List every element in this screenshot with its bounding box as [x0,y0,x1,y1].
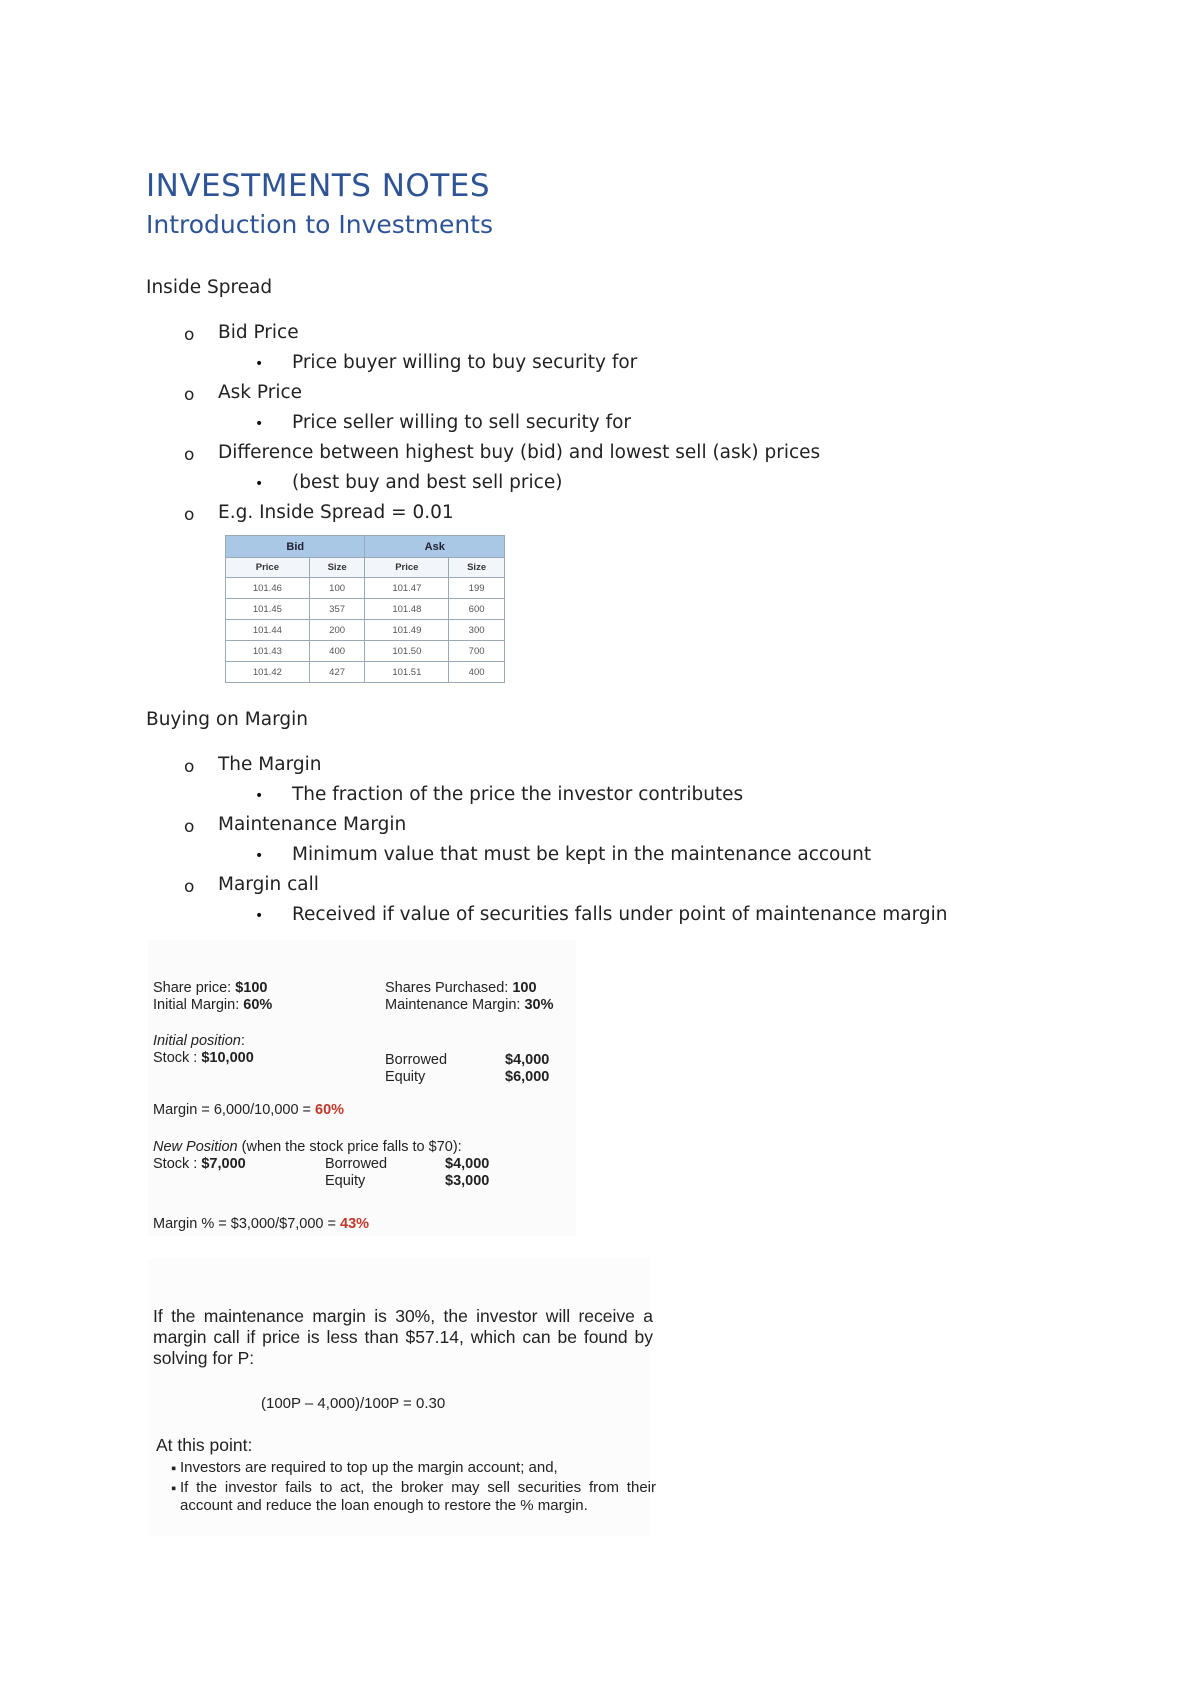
initial-margin-label: Initial Margin: [153,997,244,1013]
equity-label: Equity [385,1069,426,1085]
new-position-note: (when the stock price falls to $70): [237,1139,462,1155]
table-cell: 101.49 [365,620,449,641]
at-this-point-label: At this point: [156,1435,253,1455]
bullet-marker: • [255,908,264,924]
table-cell: 400 [449,662,505,683]
table-cell: 300 [449,620,505,641]
initial-position-colon: : [240,1033,245,1049]
table-row [226,662,505,683]
list-item: Ask Price [218,382,303,403]
bullet-marker: • [255,788,264,804]
table-cell: 101.44 [226,620,310,641]
stock-value: $10,000 [201,1050,254,1066]
list-item: Margin call [218,874,319,895]
list-subitem: Price seller willing to sell security for [292,412,632,433]
share-price-label: Share price: [153,980,236,996]
new-stock-label: Stock : [153,1156,202,1172]
list-marker: o [184,757,195,777]
bid-header: Bid [226,536,365,558]
stock-label: Stock : [153,1050,202,1066]
new-position-line [153,1139,462,1155]
share-price-value: $100 [235,980,268,996]
margin-pct-result: 43% [340,1216,370,1232]
new-stock-value: $7,000 [201,1156,246,1172]
example-3-2-box [148,1258,656,1536]
table-cell: 101.42 [226,662,310,683]
table-cell: 101.48 [365,599,449,620]
bullet-marker: • [255,476,264,492]
bullet-marker: ▪ [171,1481,177,1497]
share-price-line [153,980,267,996]
table-cell: 101.47 [365,578,449,599]
list-subitem: Received if value of securities falls under point of maintenance margin [292,904,948,925]
col-header-price: Price [226,558,310,578]
borrowed-label: Borrowed [385,1052,448,1068]
initial-position-text: Initial position [153,1033,241,1049]
section-heading-buying-on-margin: Buying on Margin [146,709,308,730]
table-cell: 200 [309,620,365,641]
list-marker: o [184,877,195,897]
example-3-2-paragraph: If the maintenance margin is 30%, the investor will receive a margin call if price is less than $57.14, which can be found by solving for P: [153,1306,653,1368]
initial-position-label [153,1033,245,1049]
list-marker: o [184,817,195,837]
col-header-size: Size [309,558,365,578]
table-cell: 100 [309,578,365,599]
list-subitem: (best buy and best sell price) [292,472,563,493]
table-cell: 357 [309,599,365,620]
table-cell: 400 [309,641,365,662]
equity-value: $6,000 [505,1069,550,1085]
order-book-table [225,535,505,683]
margin-calc-result: 60% [315,1102,345,1118]
initial-margin-value: 60% [243,997,273,1013]
margin-equation: (100P – 4,000)/100P = 0.30 [261,1395,446,1412]
list-item: The Margin [218,754,322,775]
margin-calculation [153,1102,344,1118]
new-position-text: New Position [153,1139,238,1155]
shares-purchased-line [385,980,537,996]
list-marker: o [184,505,195,525]
new-equity-value: $3,000 [445,1173,490,1189]
list-subitem: Price buyer willing to buy security for [292,352,638,373]
new-equity-label: Equity [325,1173,366,1189]
margin-calc-text: Margin = 6,000/10,000 = [153,1102,316,1118]
shares-purchased-label: Shares Purchased: [385,980,513,996]
table-row [226,578,505,599]
example-3-1-box [148,940,576,1236]
table-cell: 199 [449,578,505,599]
bullet-marker: • [255,416,264,432]
table-cell: 101.43 [226,641,310,662]
stock-line [153,1050,254,1066]
list-item: Bid Price [218,322,299,343]
bullet-marker: • [255,848,264,864]
maintenance-margin-line [385,997,553,1013]
margin-percent-calculation [153,1216,369,1232]
col-header-size: Size [449,558,505,578]
bullet-marker: ▪ [171,1461,177,1477]
new-stock-line [153,1156,246,1172]
list-marker: o [184,325,195,345]
table-cell: 700 [449,641,505,662]
at-this-point-bullet-1: Investors are required to top up the margin account; and, [180,1459,558,1476]
table-cell: 427 [309,662,365,683]
list-marker: o [184,445,195,465]
bullet-marker: • [255,356,264,372]
margin-pct-text: Margin % = $3,000/$7,000 = [153,1216,341,1232]
table-row [226,641,505,662]
col-header-price: Price [365,558,449,578]
at-this-point-bullet-2: If the investor fails to act, the broker may sell securities from their account and reduce the loan enough to restore the % margin. [180,1479,656,1514]
table-cell: 101.46 [226,578,310,599]
new-borrowed-value: $4,000 [445,1156,490,1172]
maintenance-margin-value: 30% [524,997,554,1013]
table-row [226,599,505,620]
list-subitem: The fraction of the price the investor contributes [292,784,744,805]
table-row [226,620,505,641]
table-header-row [226,536,505,558]
list-subitem: Minimum value that must be kept in the maintenance account [292,844,872,865]
table-cell: 101.51 [365,662,449,683]
table-cell: 600 [449,599,505,620]
shares-purchased-value: 100 [512,980,537,996]
list-item: E.g. Inside Spread = 0.01 [218,502,454,523]
borrowed-value: $4,000 [505,1052,550,1068]
document-title: INVESTMENTS NOTES [146,168,491,204]
list-item: Maintenance Margin [218,814,407,835]
new-borrowed-label: Borrowed [325,1156,388,1172]
table-subheader-row [226,558,505,578]
maintenance-margin-label: Maintenance Margin: [385,997,525,1013]
initial-margin-line [153,997,272,1013]
list-marker: o [184,385,195,405]
table-cell: 101.50 [365,641,449,662]
table-cell: 101.45 [226,599,310,620]
list-item: Difference between highest buy (bid) and lowest sell (ask) prices [218,442,821,463]
ask-header: Ask [365,536,505,558]
document-subtitle: Introduction to Investments [146,210,494,239]
section-heading-inside-spread: Inside Spread [146,277,273,298]
